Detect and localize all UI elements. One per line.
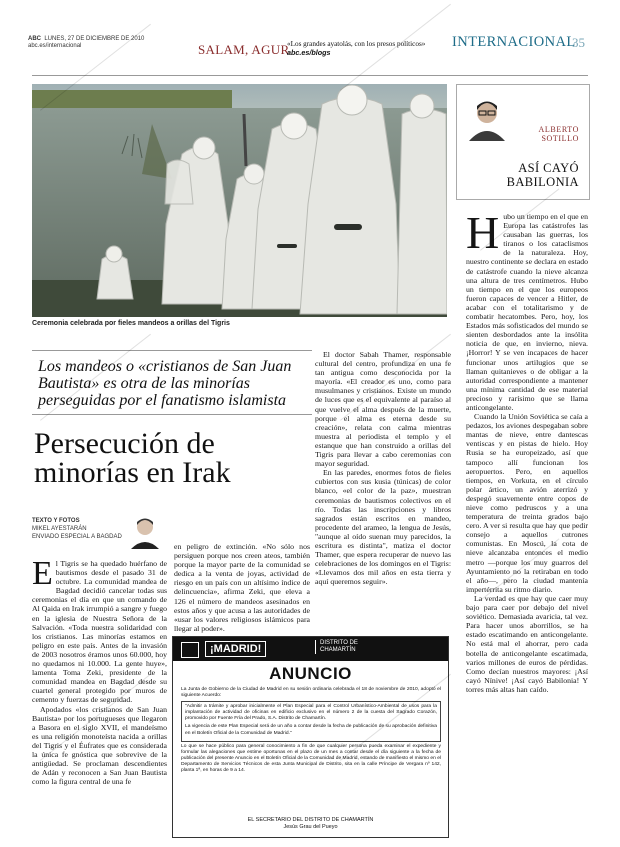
blog-kicker: SALAM, AGUR (198, 42, 290, 57)
ad-title: ANUNCIO (269, 664, 352, 683)
article-col3b-text: En las paredes, enormes fotos de fieles cubiertos con sus kusia (túnicas) de color blanco, «el color de la paz», muestran ceremonias de bautismos colectivos en el río. Todas las inscripciones y libros sagrados están escritos en mandeo, procedente del arameo, la lengua de Jesús, "aunque al oído suenan muy parecidos, la escritura es distinta", matiza el doctor Thamer, que espera recuperar de nuevo las celebraciones de los domingos en el Tigris: «Llevamos dos mil años en esta tierra y aquí queremos seguir». (315, 468, 451, 587)
article-column-1 (32, 555, 167, 787)
columnist-portrait-image (467, 93, 507, 141)
article-column-2: en peligro de extinción. «No sólo nos persiguen porque nos creen ateos, también porque la mayor parte de la comunidad se dedica a la venta de joyas, actividad de riesgo en un país con un altísimo índice de delincuencia», afirma Zeki, que eleva a 126 el número de mandeos asesinados en estos años y que acusa a las autoridades de «usar los valores religiosos islámicos para llegar al poder». (174, 542, 310, 633)
ad-signature-title: EL SECRETARIO DEL DISTRITO DE CHAMARTÍN (247, 817, 374, 823)
ad-quoted-agreement (181, 701, 441, 741)
ad-district (315, 640, 358, 654)
ceremony-photo (32, 84, 447, 317)
reporter-portrait-image (127, 513, 163, 549)
article-byline (32, 517, 122, 541)
article-headline: Persecución de minorías en Irak (34, 427, 231, 489)
column-title (457, 161, 579, 189)
photo-caption: Ceremonia celebrada por fieles mandeos a orillas del Tigris (32, 320, 230, 327)
opinion-column-text (466, 207, 588, 694)
byline-label: TEXTO Y FOTOS (32, 518, 80, 524)
ad-district-line2: CHAMARTÍN (320, 647, 356, 653)
section-url[interactable]: abc.es/internacional (28, 43, 82, 49)
columnist-portrait (467, 93, 507, 141)
ceremony-photo-illustration (32, 84, 447, 317)
official-notice-ad (172, 636, 449, 838)
opinion-dropcap: H (466, 207, 500, 258)
section-title: INTERNACIONAL (452, 34, 576, 50)
ad-signature (173, 817, 448, 831)
column-title-line2: BABILONIA (506, 175, 579, 189)
ad-paragraph-2: "Admitir a trámite y aprobar inicialmente el Plan Especial para el Control Urbanístico-Ambiental de usos para la implantación de actividad de oficinas en edificio exclusivo en el número 2 de la cuesta del Sagrado Corazón, promovido por Fuente Fría del Prado, S.A. Distrito de Chamartín. (185, 704, 437, 722)
blog-promo (287, 40, 427, 57)
header-rule (32, 75, 588, 76)
columnist-first-name: ALBERTO (538, 125, 579, 134)
ad-signature-name: Jesús Grau del Pueyo (283, 824, 338, 830)
page-date: LUNES, 27 DE DICIEMBRE DE 2010 (44, 36, 145, 42)
article-dropcap: E (32, 555, 53, 592)
promo-text: «Los grandes ayatolás, con los presos políticos» (287, 40, 426, 48)
ad-paragraph-3: La vigencia de este Plan Especial será de un año a contar desde la fecha de publicación de su aprobación definitiva en el Boletín Oficial de la Comunidad de Madrid." (185, 724, 437, 736)
deck-rule-top (32, 350, 312, 351)
opinion-paragraph-1: ubo un tiempo en el que en Europa las catástrofes las causaban las guerras, los tiranos o los cataclismos de la naturaleza. Hoy, nuestro continente se declara en estado de catástrofe cuando la nieve alcanza una altura de tres centímetros. Hubo un tiempo en el que los europeos fueron capaces de vencer a Hitler, de acabar con el totalitarismo y de combatir hecatombes. Pero, hoy, los Estados más sofisticados del mundo se sienten desbordados ante la insólita noticia de que, en invierno, nieva. ¡Horror! Y se ven incapaces de hacer funcionar unos artilugios que se llaman quitanieves o de obligar a la autoridad correspondiente a mantener una mínima cantidad de ese material precioso y rarísimo que se llama anticongelante. (466, 212, 588, 412)
madrid-crest-icon (181, 642, 199, 658)
byline-role: ENVIADO ESPECIAL A BAGDAD (32, 534, 122, 540)
reporter-portrait (127, 513, 163, 549)
ad-paragraph-1: La Junta de Gobierno de la Ciudad de Madrid en su sesión ordinaria celebrada el 18 de noviembre de 2010, adoptó el siguiente Acuerdo: (181, 687, 441, 699)
ad-paragraph-4: Lo que se hace público para general conocimiento a fin de que cualquier persona pueda examinar el expediente y formular las alegaciones que estime oportunas en el plazo de un mes a contar desde el día siguiente a la fecha de publicación del presente Anuncio en el Boletín Oficial de la Comunidad de Madrid, estando de manifiesto el mismo en el Departamento de Servicios Técnicos de esta Junta Municipal de Distrito, sita en la calle Príncipe de Vergara nº 142, planta 1ª, en horas de 9 a 14. (181, 743, 441, 774)
opinion-paragraph-2: Cuando la Unión Soviética se caía a pedazos, los aviones despegaban sobre mantas de nieve, entre dantescas ventiscas y en pistas de hielo. Hoy Rusia se ha europeizado, así que tampoco allí funcionan los aeropuertos. Pero, en aquellos tiempos, en Vorkuta, en el círculo polar ártico, un avión aterrizó y despegó suavemente entre copos de nieve como pedruscos y a una temperatura de treinta grados bajo cero. A ver si resulta que hay que pedir consejo a aquellos cutrones comunistas. En Moscú, la cota de nieve alcanzaba entonces el medio metro —porque los muy guarros del Ayuntamiento no la retiraban en todo el año—, pero la ciudad mantenía impertérrita su ritmo diario. (466, 412, 588, 594)
byline-name: MIKEL AYESTARÁN (32, 526, 87, 532)
promo-link[interactable]: abc.es/blogs (287, 47, 331, 57)
opinion-column-header (456, 84, 590, 200)
article-col1b-text: Apodados «los cristianos de San Juan Bautista» por los portugueses que llegaron a Basora en el siglo XVII, el mandeísmo es una religión monoteísta nacida a orillas del Tigris y el Éufrates que es considerada la única fe gnóstica que sobrevive de la antigüedad. Se proclaman descendientes de Adán y reconocen a San Juan Bautista como la figura central de una fe (32, 704, 167, 787)
columnist-name (515, 125, 579, 143)
column-title-line1: ASÍ CAYÓ (518, 161, 579, 175)
ad-brand: ¡MADRID! (205, 641, 266, 657)
columnist-last-name: SOTILLO (541, 134, 579, 143)
paper-name: ABC (28, 36, 41, 42)
ad-header (173, 637, 448, 661)
page-number: 35 (572, 35, 585, 50)
article-deck: Los mandeos o «cristianos de San Juan Bautista» es otra de las minorías perseguidas por el fanatismo islamista (38, 358, 292, 409)
ad-body (181, 687, 441, 776)
opinion-paragraph-3: La verdad es que hay que caer muy bajo para caer por debajo del nivel soviético. Demasiada avaricia, tal vez. Para hacer unos aborrillos, se ha estado escatimando en anticongelante. No está mal el ahorrar, pero cada botella de anticongelante escatimada, varios millones de euros de pérdidas. Como decían nuestros mayores: ¡Así cayó Nínive! ¡Así cayó Babilonia! Y torres más altas han caído. (466, 593, 588, 694)
article-col3-text: El doctor Sabah Thamer, responsable cultural del centro, profundiza en una fe tan antigua como desconocida por la mayoría. «El creador es uno, como para musulmanes y cristianos. Existe un mundo de luces que es el equivalente al paraíso al que vuelve el alma después de la muerte, porque el alma es eterna desde su creación», relata con calma mientras muestra al periodista el templo y el estanque que han construido a orillas del Tigris para llevar a cabo ceremonias con mayor seguridad. (315, 350, 451, 469)
deck-rule-bottom (32, 414, 312, 415)
ad-district-line1: DISTRITO DE (320, 640, 358, 646)
article-col1-text: l Tigris se ha quedado huérfano de bautismos desde el pasado 31 de octubre. La comunidad mandea de Bagdad decidió cancelar todas sus ceremonias el día en que un comando de Al Qaida en Irak irrumpió a sangre y fuego en la iglesia de Nuestra Señora de la Salvación. «Toda nuestra solidaridad con los cristianos. Las minorías estamos en peligro en este país. Antes de la invasión de 2003 nosotros éramos unos 60.000, hoy no quedamos ni 10.000. La gente huye», lamenta Toma Zeki, presidente de la comunidad mandea en Bagdad desde su cuartel general protegido por muros de cemento y fuerzas de seguridad. (32, 559, 167, 705)
